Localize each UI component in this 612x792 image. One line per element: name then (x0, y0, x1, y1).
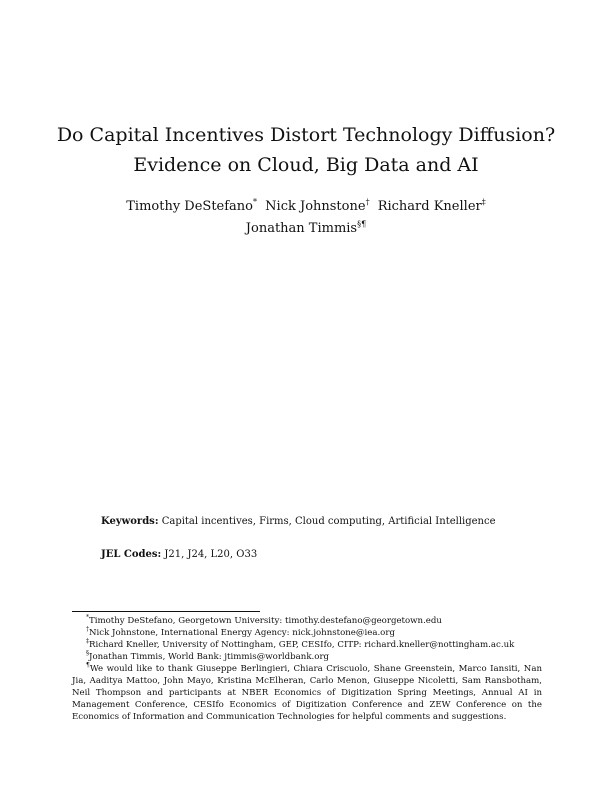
author-mark: ‡ (481, 197, 486, 207)
footnote-mark: † (86, 626, 89, 634)
title-line-1: Do Capital Incentives Distort Technology Diffusion? (56, 124, 556, 146)
author-name: Nick Johnstone (265, 199, 366, 214)
author-mark: † (365, 197, 370, 207)
footnote-text: We would like to thank Giuseppe Berlingieri, Chiara Criscuolo, Shane Greenstein, Marco Iansiti, Nan Jia, Aaditya Mattoo, John Mayo, Kristina McElheran, Carlo Menon, Giuseppe Nicoletti, Sam Ransbotham, Neil Thompson and participants at NBER Economics of Digitization Spring Meetings, Annual AI in Management Conference, CESIfo Economics of Digitization Conference and ZEW Conference on the Economics of Information and Communication Technologies for helpful comments and suggestions. (72, 664, 542, 722)
footnote-mark: ‡ (86, 638, 89, 646)
author-mark: * (253, 197, 258, 207)
author-name: Jonathan Timmis (245, 221, 358, 236)
footnote-rule (72, 611, 260, 612)
title-line-2: Evidence on Cloud, Big Data and AI (133, 154, 479, 176)
paper-title (0, 120, 612, 180)
footnote-timmis (72, 651, 542, 663)
jel-text: J21, J24, L20, O33 (164, 549, 258, 560)
keywords-section (101, 515, 496, 529)
author-timmis (246, 221, 366, 236)
footnote-mark: § (86, 650, 89, 658)
footnote-mark: ¶ (86, 662, 90, 670)
footnote-text: Richard Kneller, University of Nottingham, GEP, CESIfo, CITP: richard.kneller@nottingham.ac.uk (89, 640, 515, 650)
jel-label: JEL Codes: (101, 549, 162, 560)
author-list (0, 196, 612, 240)
authors-line-1 (0, 196, 612, 218)
author-johnstone (265, 199, 369, 214)
authors-line-2 (0, 218, 612, 240)
author-mark: §¶ (357, 219, 367, 229)
footnotes (72, 615, 542, 723)
footnote-mark: * (86, 614, 89, 622)
footnote-text: Timothy DeStefano, Georgetown University: timothy.destefano@georgetown.edu (89, 616, 442, 626)
footnote-text: Nick Johnstone, International Energy Agency: nick.johnstone@iea.org (89, 628, 395, 638)
keywords-text: Capital incentives, Firms, Cloud computing, Artificial Intelligence (161, 516, 496, 527)
footnote-acknowledgements (72, 663, 542, 723)
author-kneller (378, 199, 486, 214)
author-name: Richard Kneller (377, 199, 482, 214)
footnote-destefano (72, 615, 542, 627)
footnote-kneller (72, 639, 542, 651)
keywords-label: Keywords: (101, 516, 159, 527)
author-name: Timothy DeStefano (126, 199, 254, 214)
author-destefano (126, 199, 257, 214)
jel-codes-section (101, 548, 257, 562)
footnote-johnstone (72, 627, 542, 639)
footnote-text: Jonathan Timmis, World Bank: jtimmis@worldbank.org (89, 652, 330, 662)
